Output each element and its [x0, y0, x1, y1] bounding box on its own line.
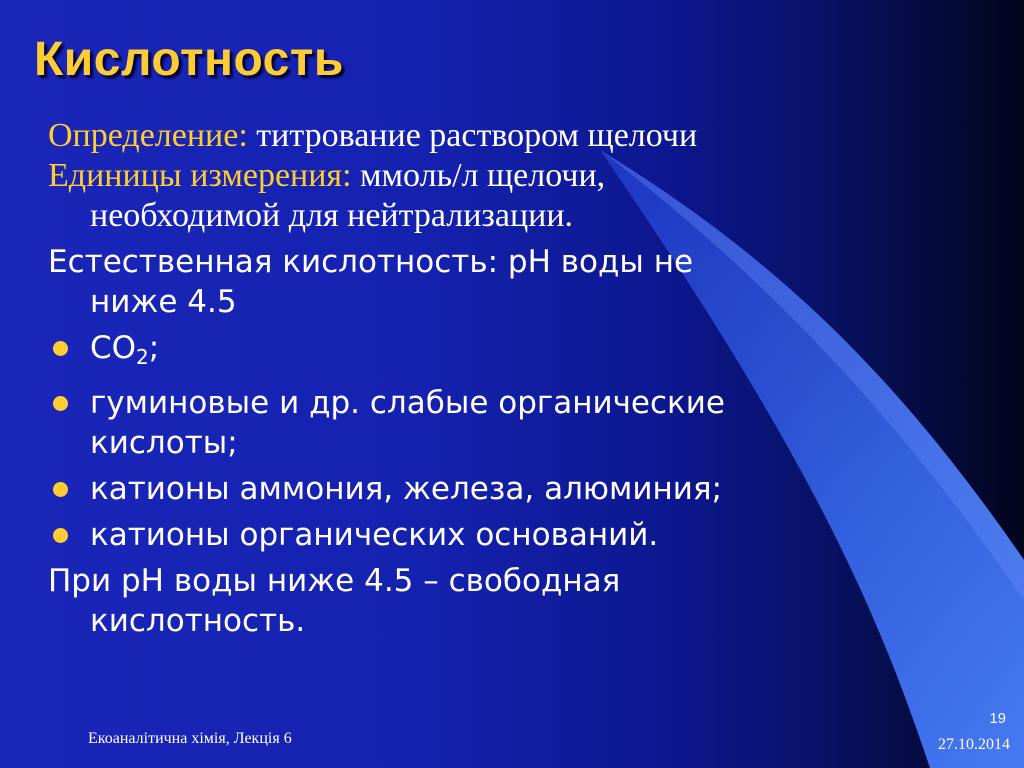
- bullet-dot-icon: [53, 528, 68, 543]
- page-number: 19: [989, 710, 1006, 727]
- natural-acidity-line1: Естественная кислотность: pH воды не: [48, 244, 694, 280]
- free-acidity-line2: кислотность.: [90, 603, 306, 639]
- organic-bases-text: катионы органических оснований.: [90, 517, 659, 553]
- footer-course: Екоаналітична хімія, Лекція 6: [88, 730, 292, 747]
- definition-line: [48, 116, 988, 156]
- footer-date: 27.10.2014: [938, 736, 1010, 753]
- free-acidity-line: [48, 561, 988, 641]
- natural-acidity-line: [48, 242, 988, 322]
- units-continuation: необходимой для нейтрализации.: [90, 197, 574, 234]
- free-acidity-line1: При pH воды ниже 4.5 – свободная: [48, 563, 621, 599]
- bullet-dot-icon: [53, 396, 68, 411]
- definition-label: Определение:: [48, 117, 248, 154]
- co2-main: CO: [90, 330, 137, 366]
- humic-acids-line1: гуминовые и др. слабые органические: [90, 385, 725, 421]
- natural-acidity-line2: ниже 4.5: [90, 284, 237, 320]
- bullet-item-humic-acids: [48, 383, 988, 463]
- definition-text: титрование раствором щелочи: [247, 117, 698, 154]
- metal-cations-text: катионы аммония, железа, алюминия;: [90, 471, 723, 507]
- bullet-item-metal-cations: [48, 469, 988, 509]
- bullet-dot-icon: [53, 482, 68, 497]
- slide-content: [48, 116, 988, 641]
- slide-title: Кислотность: [34, 33, 344, 86]
- bullet-item-co2: [48, 328, 988, 377]
- bullet-dot-icon: [53, 341, 68, 356]
- units-label: Единицы измерения:: [48, 157, 352, 194]
- units-text: ммоль/л щелочи,: [351, 157, 606, 194]
- units-line: [48, 156, 988, 236]
- bullet-item-organic-bases: [48, 515, 988, 555]
- humic-acids-line2: кислоты;: [90, 425, 238, 461]
- co2-tail: ;: [148, 330, 160, 366]
- co2-subscript: 2: [136, 345, 149, 369]
